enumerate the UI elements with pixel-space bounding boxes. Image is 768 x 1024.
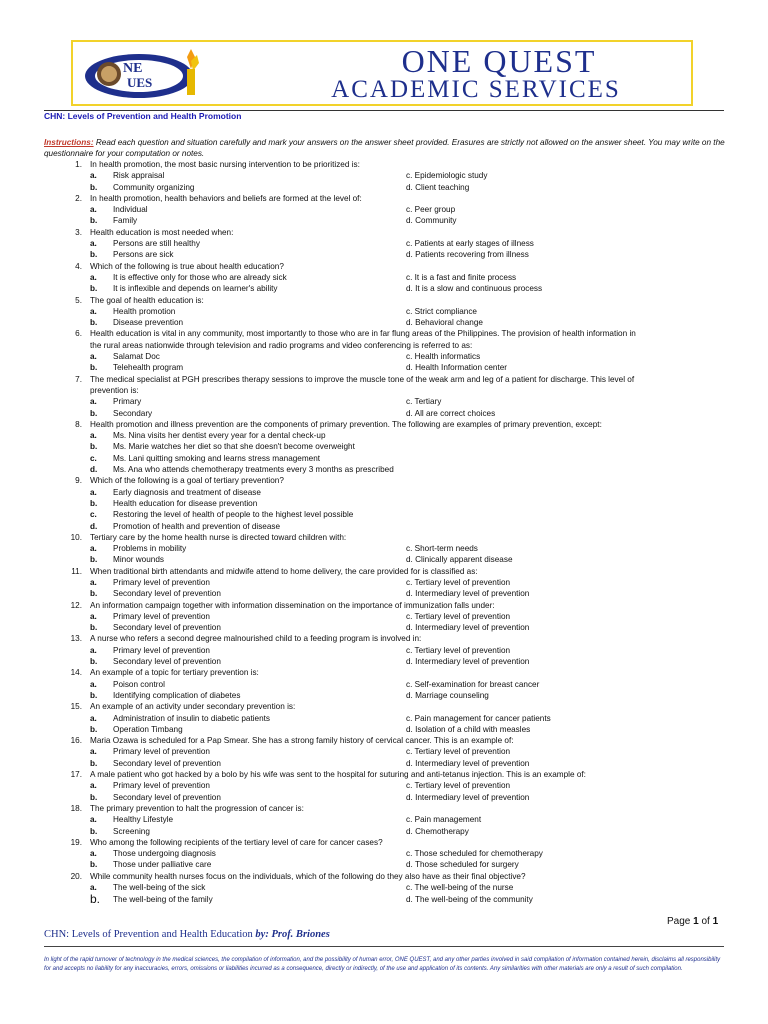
question-line: [44, 328, 728, 339]
option-row: [44, 758, 728, 769]
option-text-right: d. Intermediary level of prevention: [406, 792, 530, 802]
option-text-right: d. All are correct choices: [406, 408, 496, 418]
option-text: Secondary: [113, 408, 153, 418]
question-text: The goal of health education is:: [90, 295, 204, 305]
option-letter: a.: [90, 781, 97, 791]
option-text-right: d. Marriage counseling: [406, 690, 489, 700]
option-row: [44, 679, 728, 690]
question-line: [44, 419, 728, 430]
option-row: [44, 690, 728, 701]
option-text-right: d. Intermediary level of prevention: [406, 623, 530, 633]
option-text: Salamat Doc: [113, 352, 160, 362]
option-row: [44, 814, 728, 825]
question-text: Who among the following recipients of the tertiary level of care for cancer cases?: [90, 837, 383, 847]
option-letter: b.: [90, 250, 98, 260]
question-number: 19.: [70, 837, 82, 847]
question-line: [44, 374, 728, 385]
brand-title: ONE QUEST: [401, 43, 597, 79]
option-row: [44, 622, 728, 633]
option-row: [44, 249, 728, 260]
option-letter: a.: [90, 815, 97, 825]
option-text: Telehealth program: [113, 363, 184, 373]
option-row: [44, 408, 728, 419]
option-text: Primary level of prevention: [113, 645, 210, 655]
option-letter: d.: [90, 521, 98, 531]
option-row: [44, 543, 728, 554]
option-row: [44, 792, 728, 803]
option-text: Health education for disease prevention: [113, 498, 258, 508]
question-text: Health promotion and illness prevention are the components of primary prevention. The following are examples of primary prevention, except:: [90, 419, 602, 429]
question-text: While community health nurses focus on the individuals, which of the following do they also have as their final objective?: [90, 871, 526, 881]
option-row: [44, 554, 728, 565]
option-text: Screening: [113, 826, 150, 836]
question-text: An information campaign together with information dissemination on the importance of immunization falls under:: [90, 600, 495, 610]
question-number: 8.: [75, 419, 82, 429]
option-letter: a.: [90, 306, 97, 316]
question-line: [44, 701, 728, 712]
option-letter: b.: [90, 442, 98, 452]
question-text: The medical specialist at PGH prescribes therapy sessions to improve the muscle tone of the weak arm and leg of a patient for discharge. This level of: [90, 374, 635, 384]
question-line: [44, 193, 728, 204]
question-number: 18.: [70, 803, 82, 813]
question-line: [44, 261, 728, 272]
option-text: Primary level of prevention: [113, 577, 210, 587]
svg-text:NE: NE: [123, 61, 143, 76]
option-letter: b.: [90, 182, 98, 192]
option-text: Primary level of prevention: [113, 781, 210, 791]
footer-title-text: CHN: Levels of Prevention and Health Education: [44, 929, 256, 940]
question-number: 14.: [70, 668, 82, 678]
option-letter: a.: [90, 679, 97, 689]
svg-text:UES: UES: [127, 75, 153, 90]
question-text: Which of the following is a goal of tertiary prevention?: [90, 476, 284, 486]
question-number: 3.: [75, 227, 82, 237]
question-text: prevention is:: [90, 385, 139, 395]
question-text: A nurse who refers a second degree malnourished child to a feeding program is involved in:: [90, 634, 422, 644]
option-letter: a.: [90, 272, 97, 282]
page-total: 1: [712, 916, 719, 927]
option-text-right: c. Tertiary level of prevention: [406, 747, 511, 757]
question-line: [44, 295, 728, 306]
header-banner: [71, 40, 693, 106]
page-prefix: Page: [667, 916, 694, 927]
question-number: 12.: [70, 600, 82, 610]
question-line: [44, 340, 728, 351]
instructions-label: Instructions:: [44, 138, 94, 147]
option-letter: a.: [90, 239, 97, 249]
option-text: Secondary level of prevention: [113, 623, 221, 633]
option-text-right: d. Client teaching: [406, 182, 470, 192]
option-letter: b.: [90, 860, 98, 870]
option-row: [44, 848, 728, 859]
instructions-text: Read each question and situation carefully and mark your answers on the answer sheet provided. Erasures are strictly not allowed on the answer sheet. You may write on the questionnaire for your computation or notes.: [44, 138, 725, 158]
option-text-right: c. Tertiary level of prevention: [406, 611, 511, 621]
option-letter: b.: [90, 363, 98, 373]
option-letter: c.: [90, 453, 97, 463]
option-text: Primary: [113, 397, 142, 407]
option-text: Persons are still healthy: [113, 239, 200, 249]
option-text-right: c. Tertiary level of prevention: [406, 645, 511, 655]
question-line: [44, 385, 728, 396]
option-letter: a.: [90, 171, 97, 181]
option-text: Promotion of health and prevention of disease: [113, 521, 281, 531]
option-text: Persons are sick: [113, 250, 174, 260]
question-line: [44, 667, 728, 678]
option-text-right: d. Health Information center: [406, 363, 508, 373]
question-number: 20.: [70, 871, 82, 881]
option-text: Ms. Nina visits her dentist every year for a dental check-up: [113, 431, 326, 441]
option-text: Primary level of prevention: [113, 611, 210, 621]
option-row: [44, 182, 728, 193]
question-line: [44, 769, 728, 780]
option-letter: a.: [90, 352, 97, 362]
question-number: 2.: [75, 193, 82, 203]
option-text: Family: [113, 216, 138, 226]
question-list: [44, 159, 728, 906]
option-text-right: d. Clinically apparent disease: [406, 555, 513, 565]
option-text-right: c. Patients at early stages of illness: [406, 239, 534, 249]
option-text: Ms. Lani quitting smoking and learns stress management: [113, 453, 321, 463]
option-row: [44, 430, 728, 441]
option-row: [44, 893, 728, 906]
option-letter: d.: [90, 465, 98, 475]
option-text: Problems in mobility: [113, 544, 187, 554]
option-text: Ms. Ana who attends chemotherapy treatments every 3 months as prescribed: [113, 465, 394, 475]
option-row: [44, 487, 728, 498]
option-text-right: c. Pain management for cancer patients: [406, 713, 551, 723]
option-row: [44, 746, 728, 757]
question-text: When traditional birth attendants and midwife attend to home delivery, the care provided for is classified as:: [90, 566, 478, 576]
option-row: [44, 441, 728, 452]
option-text: Minor wounds: [113, 555, 164, 565]
option-text-right: c. Short-term needs: [406, 544, 478, 554]
option-text: Early diagnosis and treatment of disease: [113, 487, 261, 497]
question-number: 5.: [75, 295, 82, 305]
option-text-right: d. Behavioral change: [406, 318, 483, 328]
option-row: [44, 170, 728, 181]
option-text-right: c. Tertiary level of prevention: [406, 781, 511, 791]
option-letter: a.: [90, 883, 97, 892]
option-row: [44, 859, 728, 870]
option-letter: b.: [90, 690, 98, 700]
option-text: Disease prevention: [113, 318, 184, 328]
question-number: 6.: [75, 329, 82, 339]
question-line: [44, 227, 728, 238]
option-letter: b.: [90, 623, 98, 633]
option-letter: a.: [90, 487, 97, 497]
option-text-right: c. Pain management: [406, 815, 482, 825]
option-text-right: d. Intermediary level of prevention: [406, 758, 530, 768]
option-row: [44, 780, 728, 791]
question-line: [44, 803, 728, 814]
question-line: [44, 159, 728, 170]
option-row: [44, 238, 728, 249]
option-row: [44, 306, 728, 317]
option-row: [44, 464, 728, 475]
question-text: An example of a topic for tertiary prevention is:: [90, 668, 259, 678]
option-text: Those undergoing diagnosis: [113, 849, 216, 859]
question-text: Tertiary care by the home health nurse is directed toward children with:: [90, 532, 347, 542]
option-text-right: d. Intermediary level of prevention: [406, 657, 530, 667]
footer-author: by: Prof. Briones: [255, 929, 330, 940]
option-letter: b.: [90, 892, 101, 907]
question-text: Maria Ozawa is scheduled for a Pap Smear. She has a strong family history of cervical cancer. This is an example of:: [90, 736, 514, 746]
option-letter: a.: [90, 397, 97, 407]
option-row: [44, 826, 728, 837]
one-quest-logo-icon: [79, 47, 247, 101]
option-letter: b.: [90, 758, 98, 768]
option-text: It is inflexible and depends on learner's ability: [113, 284, 278, 294]
option-text: Primary level of prevention: [113, 747, 210, 757]
option-text: Secondary level of prevention: [113, 657, 221, 667]
question-text: The primary prevention to halt the progression of cancer is:: [90, 803, 304, 813]
question-number: 4.: [75, 261, 82, 271]
question-line: [44, 475, 728, 486]
option-letter: b.: [90, 284, 98, 294]
page-of: of: [698, 916, 713, 927]
question-text: Health education is vital in any community, most importantly to those who are in far flung areas of the Philippines. The provision of health information in: [90, 329, 636, 339]
option-text: The well-being of the sick: [113, 883, 206, 892]
question-line: [44, 735, 728, 746]
question-line: [44, 600, 728, 611]
option-row: [44, 882, 728, 893]
option-row: [44, 724, 728, 735]
question-line: [44, 566, 728, 577]
option-text-right: c. Peer group: [406, 205, 456, 215]
question-number: 15.: [70, 702, 82, 712]
option-text-right: d. Chemotherapy: [406, 826, 469, 836]
option-row: [44, 588, 728, 599]
option-text: Individual: [113, 205, 148, 215]
option-text: Risk appraisal: [113, 171, 165, 181]
option-row: [44, 396, 728, 407]
option-letter: a.: [90, 645, 97, 655]
option-letter: b.: [90, 792, 98, 802]
question-text: An example of an activity under secondary prevention is:: [90, 702, 296, 712]
option-text-right: c. Self-examination for breast cancer: [406, 679, 540, 689]
option-row: [44, 656, 728, 667]
option-letter: a.: [90, 849, 97, 859]
option-text: Secondary level of prevention: [113, 589, 221, 599]
option-row: [44, 215, 728, 226]
option-row: [44, 577, 728, 588]
option-row: [44, 204, 728, 215]
question-text: In health promotion, the most basic nursing intervention to be prioritized is:: [90, 160, 360, 169]
option-letter: b.: [90, 826, 98, 836]
option-letter: a.: [90, 544, 97, 554]
question-text: A male patient who got hacked by a bolo by his wife was sent to the hospital for suturing and anti-tetanus injection. This is an example of:: [90, 770, 586, 780]
option-row: [44, 351, 728, 362]
option-text-right: c. Those scheduled for chemotherapy: [406, 849, 543, 859]
option-row: [44, 283, 728, 294]
disclaimer: In light of the rapid turnover of technology in the medical sciences, the compilation of information, and the possibility of human error, ONE QUEST, and any other parties involved in said compilation of information contained herein, disclaims all responsibility for and accepts no liability for any inaccuracies, errors, omissions or liabilities incurred as a consequence, directly or indirectly, of the use and application of its contents. Any similarities with other materials are only a result of such compilation.: [44, 957, 721, 973]
option-text-right: d. It is a slow and continuous process: [406, 284, 543, 294]
option-letter: b.: [90, 216, 98, 226]
question-line: [44, 871, 728, 882]
option-text-right: c. Epidemiologic study: [406, 171, 488, 181]
option-letter: b.: [90, 555, 98, 565]
option-row: [44, 272, 728, 283]
option-row: [44, 521, 728, 532]
brand-subtitle: ACADEMIC SERVICES: [331, 76, 621, 103]
option-text-right: c. Strict compliance: [406, 306, 477, 316]
option-letter: b.: [90, 724, 98, 734]
option-letter: b.: [90, 498, 98, 508]
question-number: 9.: [75, 476, 82, 486]
question-number: 10.: [70, 532, 82, 542]
option-text-right: d. Community: [406, 216, 457, 226]
option-text: Those under palliative care: [113, 860, 212, 870]
option-letter: b.: [90, 318, 98, 328]
option-row: [44, 362, 728, 373]
option-text: Secondary level of prevention: [113, 758, 221, 768]
option-letter: a.: [90, 747, 97, 757]
question-number: 11.: [71, 566, 82, 576]
option-text: Health promotion: [113, 306, 176, 316]
option-text: Restoring the level of health of people to the highest level possible: [113, 510, 354, 520]
option-text-right: d. Those scheduled for surgery: [406, 860, 519, 870]
option-text: Operation Timbang: [113, 724, 183, 734]
option-letter: a.: [90, 713, 97, 723]
question-number: 17.: [70, 770, 82, 780]
option-text-right: c. Tertiary: [406, 397, 442, 407]
option-text-right: c. The well-being of the nurse: [406, 883, 514, 892]
option-letter: a.: [90, 577, 97, 587]
footer-title: [44, 929, 330, 940]
question-number: 16.: [70, 736, 82, 746]
question-text: In health promotion, health behaviors and beliefs are formed at the level of:: [90, 193, 362, 203]
option-row: [44, 453, 728, 464]
option-letter: a.: [90, 431, 97, 441]
question-line: [44, 633, 728, 644]
option-text: Identifying complication of diabetes: [113, 690, 241, 700]
option-letter: b.: [90, 408, 98, 418]
question-number: 7.: [75, 374, 82, 384]
option-text-right: d. The well-being of the community: [406, 895, 533, 905]
question-line: [44, 532, 728, 543]
question-number: 1.: [75, 160, 82, 169]
option-text-right: d. Intermediary level of prevention: [406, 589, 530, 599]
option-text: The well-being of the family: [113, 895, 213, 905]
option-row: [44, 713, 728, 724]
option-letter: b.: [90, 657, 98, 667]
option-text: Community organizing: [113, 182, 195, 192]
option-text: Ms. Marie watches her diet so that she doesn't become overweight: [113, 442, 355, 452]
document-title: CHN: Levels of Prevention and Health Promotion: [44, 111, 242, 121]
option-text-right: c. It is a fast and finite process: [406, 272, 517, 282]
option-text: It is effective only for those who are already sick: [113, 272, 287, 282]
option-text: Administration of insulin to diabetic patients: [113, 713, 271, 723]
option-text-right: d. Isolation of a child with measles: [406, 724, 531, 734]
option-letter: a.: [90, 205, 97, 215]
option-row: [44, 645, 728, 656]
option-text-right: c. Health informatics: [406, 352, 481, 362]
option-letter: b.: [90, 589, 98, 599]
option-text: Secondary level of prevention: [113, 792, 221, 802]
option-row: [44, 317, 728, 328]
option-row: [44, 498, 728, 509]
option-text-right: c. Tertiary level of prevention: [406, 577, 511, 587]
option-letter: a.: [90, 611, 97, 621]
question-line: [44, 837, 728, 848]
option-text: Poison control: [113, 679, 165, 689]
question-text: Which of the following is true about health education?: [90, 261, 284, 271]
question-text: the rural areas nationwide through television and radio programs and video conferencing is referred to as:: [90, 340, 473, 350]
option-row: [44, 509, 728, 520]
option-row: [44, 611, 728, 622]
footer-divider: [44, 946, 724, 947]
option-text-right: d. Patients recovering from illness: [406, 250, 529, 260]
page-number: [667, 916, 718, 927]
option-letter: c.: [90, 510, 97, 520]
question-number: 13.: [70, 634, 82, 644]
page-current: 1: [693, 916, 699, 927]
option-text: Healthy Lifestyle: [113, 815, 174, 825]
question-text: Health education is most needed when:: [90, 227, 234, 237]
instructions: [44, 137, 728, 159]
